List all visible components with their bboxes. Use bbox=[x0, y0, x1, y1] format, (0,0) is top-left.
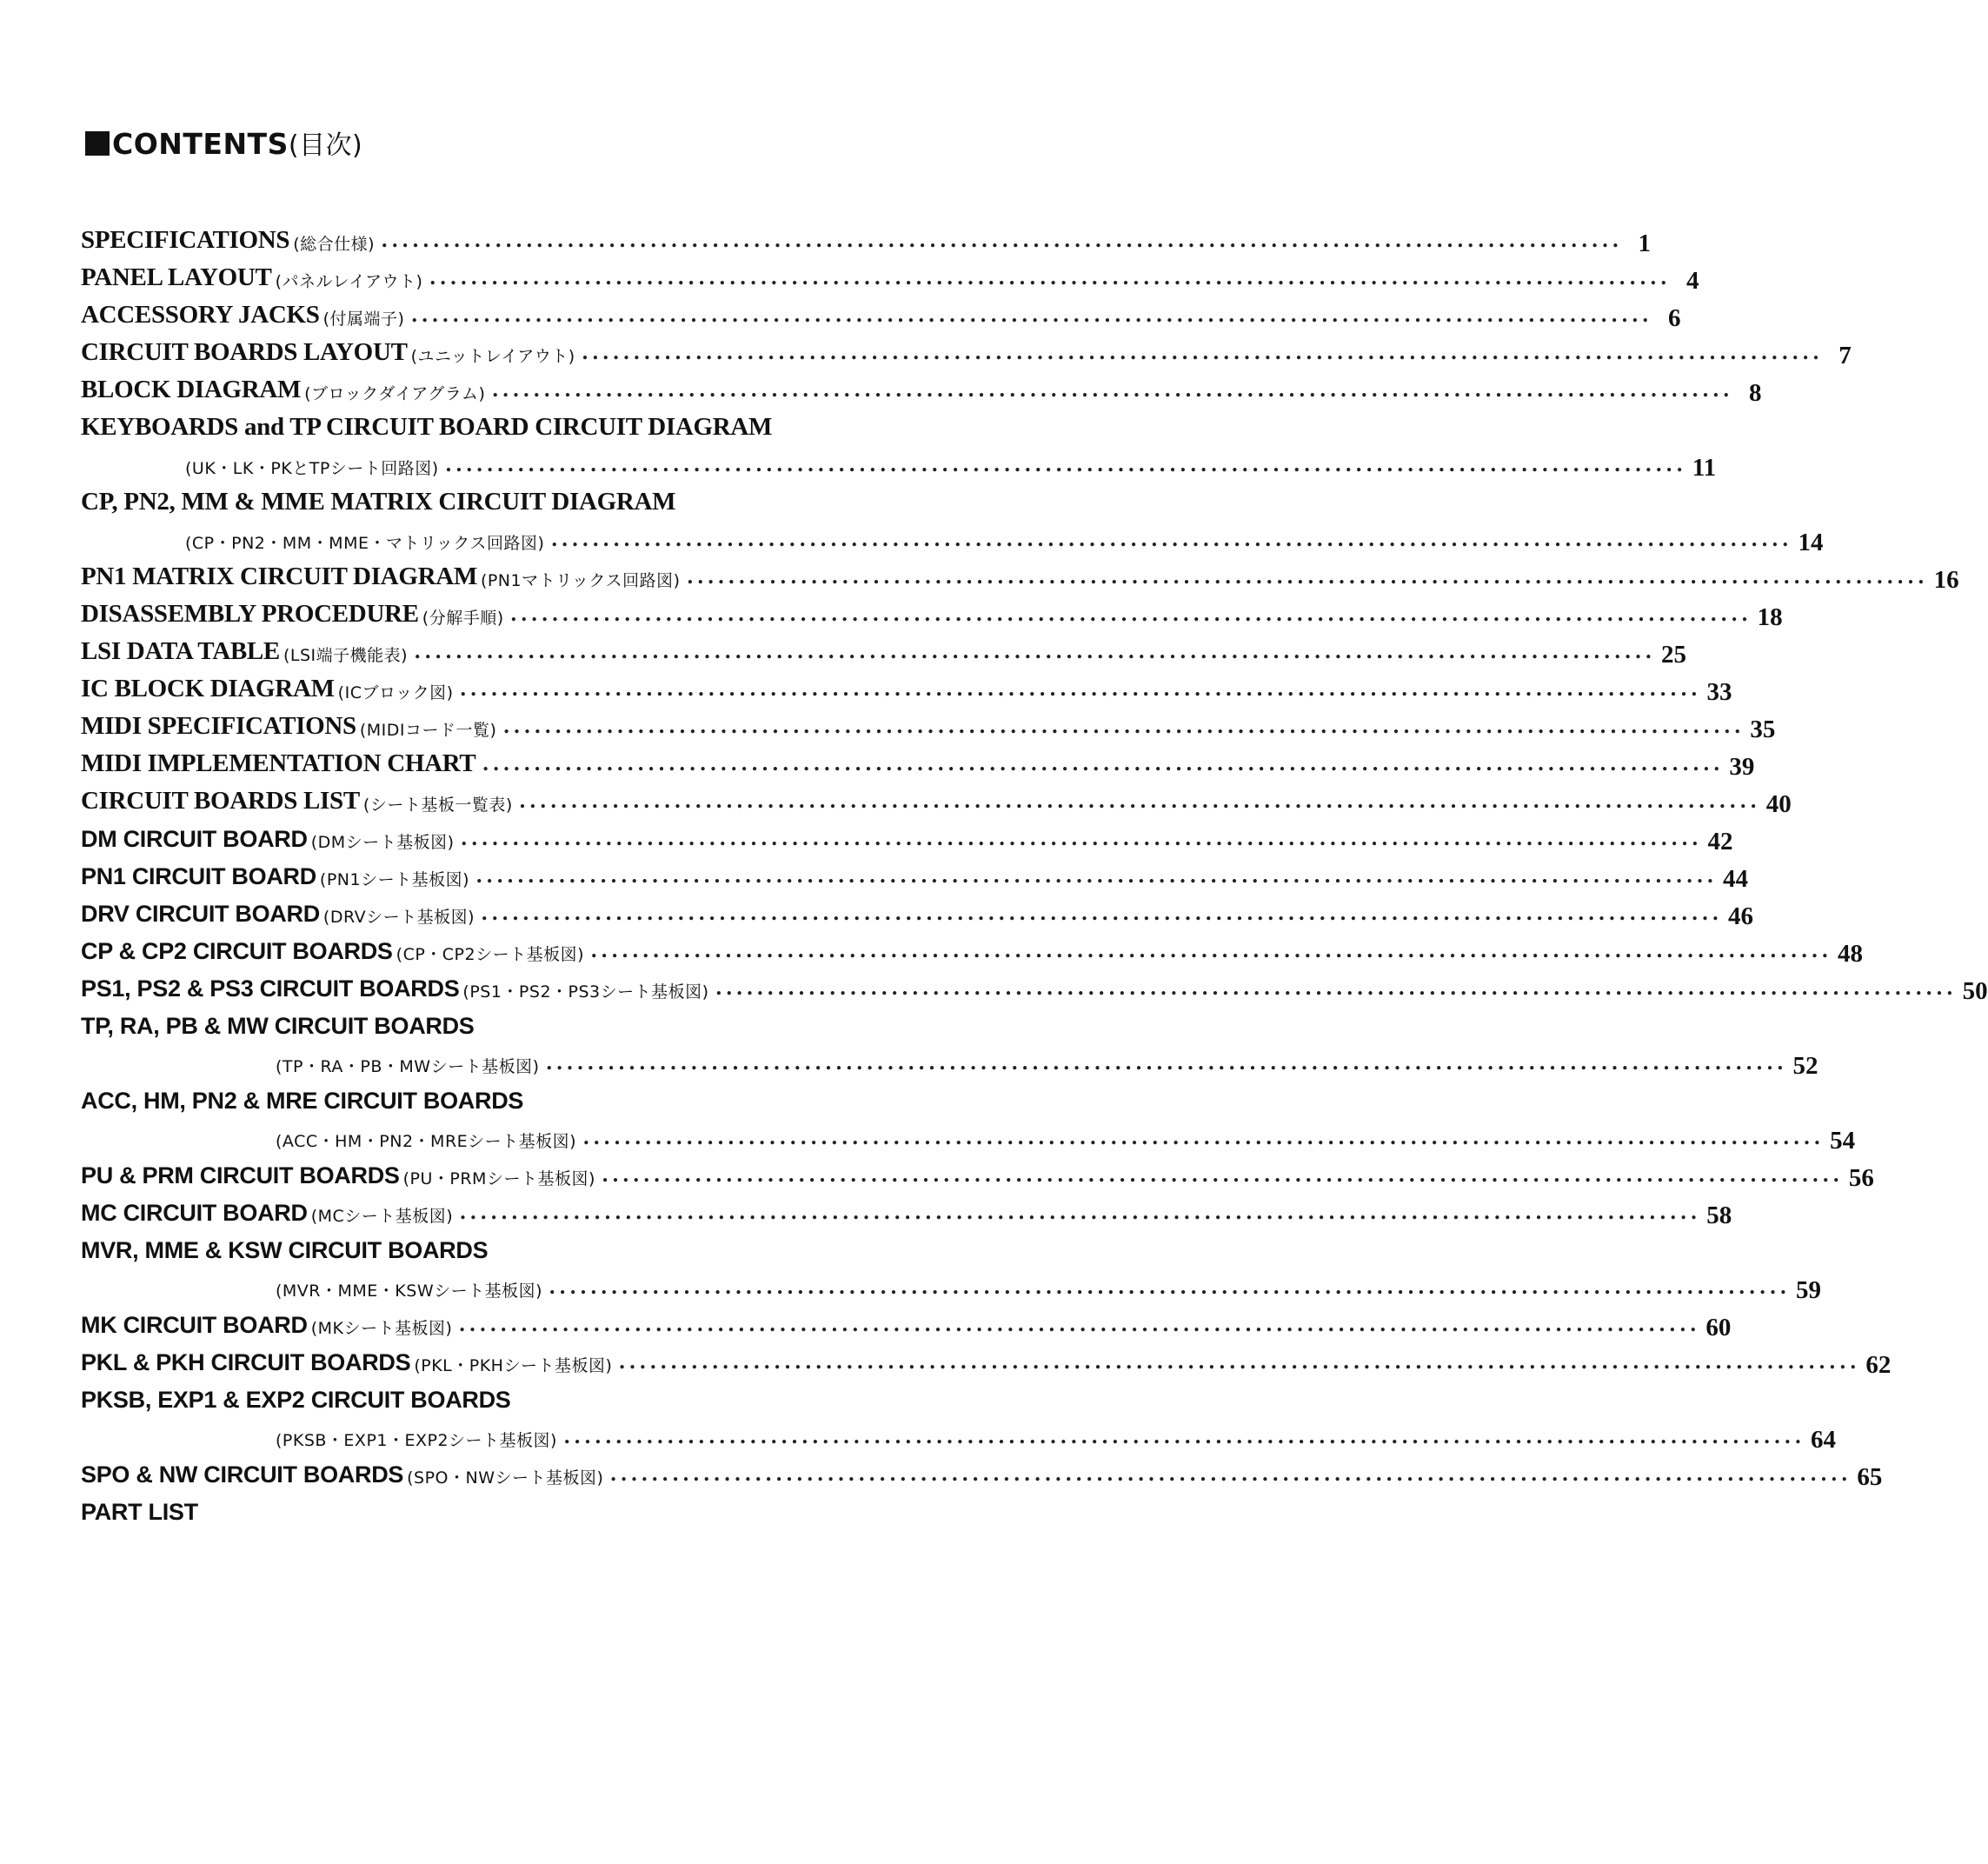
toc-entry-jp-subtitle: (LSI端子機能表) bbox=[283, 646, 409, 665]
dot-leader: ........................................................................................................................ bbox=[445, 451, 1687, 476]
toc-entry[interactable] bbox=[81, 292, 1681, 332]
toc-entry-jp-subtitle: (ACC・HM・PN2・MREシート基板図) bbox=[276, 1132, 577, 1151]
toc-entry[interactable] bbox=[81, 330, 1852, 369]
toc-entry-title: LSI DATA TABLE bbox=[81, 637, 280, 665]
toc-entry-jp-subtitle: (CP・PN2・MM・MME・マトリックス回路図) bbox=[185, 534, 545, 553]
toc-entry-title: SPECIFICATIONS bbox=[81, 226, 290, 254]
toc-entry[interactable] bbox=[81, 1376, 1016, 1414]
toc-entry-page-number: 4 bbox=[1685, 267, 1699, 295]
toc-entry-jp-subtitle: (総合仕様) bbox=[293, 235, 376, 254]
toc-entry-page-number: 56 bbox=[1848, 1164, 1874, 1192]
toc-entry-page-number: 25 bbox=[1661, 641, 1687, 669]
toc-entry[interactable] bbox=[81, 928, 1864, 968]
toc-entry-title: CP & CP2 CIRCUIT BOARDS bbox=[81, 938, 393, 964]
toc-entry-jp-subtitle: (PKL・PKHシート基板図) bbox=[414, 1356, 613, 1375]
toc-entry[interactable] bbox=[81, 666, 1732, 706]
dot-leader: ........................................................................................................................ bbox=[619, 1348, 1861, 1374]
dot-leader: ........................................................................................................................ bbox=[687, 563, 1929, 589]
dot-leader: ........................................................................................................................ bbox=[476, 862, 1719, 888]
dot-leader: ........................................................................................................................ bbox=[411, 302, 1653, 327]
toc-entry[interactable] bbox=[81, 1152, 1874, 1192]
toc-entry[interactable] bbox=[81, 1414, 1836, 1454]
toc-entry-jp-subtitle: (DMシート基板図) bbox=[310, 833, 455, 852]
toc-entry[interactable] bbox=[81, 1115, 1856, 1155]
toc-entry-title: CP, PN2, MM & MME MATRIX CIRCUIT DIAGRAM bbox=[81, 488, 676, 516]
toc-entry-title: IC BLOCK DIAGRAM bbox=[81, 675, 335, 702]
toc-entry-page-number: 44 bbox=[1723, 865, 1749, 893]
toc-entry-page-number: 48 bbox=[1838, 940, 1864, 968]
toc-entry[interactable] bbox=[81, 1002, 1016, 1040]
toc-entry-jp-subtitle: (SPO・NWシート基板図) bbox=[407, 1468, 604, 1488]
toc-entry-jp-subtitle: (UK・LK・PKとTPシート回路図) bbox=[185, 459, 439, 478]
toc-entry-page-number: 42 bbox=[1707, 828, 1733, 855]
toc-entry-jp-subtitle: (ユニットレイアウト) bbox=[410, 347, 575, 366]
dot-leader: ........................................................................................................................ bbox=[510, 601, 1752, 626]
toc-entry-jp-subtitle: (付属端子) bbox=[322, 310, 405, 329]
dot-leader: ........................................................................................................................ bbox=[519, 788, 1761, 813]
toc-entry-jp-subtitle: (ICブロック図) bbox=[337, 683, 454, 702]
page-title bbox=[85, 123, 362, 162]
toc-entry[interactable] bbox=[81, 1189, 1732, 1229]
toc-entry-jp-subtitle: (シート基板一覧表) bbox=[362, 796, 513, 815]
toc-entry[interactable] bbox=[81, 404, 1016, 442]
toc-entry-page-number: 18 bbox=[1757, 603, 1783, 631]
toc-entry-title: DRV CIRCUIT BOARD bbox=[81, 901, 320, 927]
toc-entry[interactable] bbox=[81, 1227, 1016, 1264]
toc-entry-title: TP, RA, PB & MW CIRCUIT BOARDS bbox=[81, 1013, 475, 1039]
toc-entry[interactable] bbox=[81, 1339, 1892, 1379]
dot-leader: ........................................................................................................................ bbox=[563, 1423, 1805, 1448]
toc-entry-page-number: 59 bbox=[1796, 1276, 1822, 1304]
toc-entry-jp-subtitle: (PKSB・EXP1・EXP2シート基板図) bbox=[276, 1431, 557, 1450]
toc-entry[interactable] bbox=[81, 890, 1754, 930]
toc-entry-jp-subtitle: (DRVシート基板図) bbox=[322, 908, 475, 927]
toc-entry[interactable] bbox=[81, 1301, 1732, 1341]
toc-entry-jp-subtitle: (MVR・MME・KSWシート基板図) bbox=[276, 1282, 543, 1301]
toc-entry-jp-subtitle: (パネルレイアウト) bbox=[275, 272, 423, 291]
toc-entry[interactable] bbox=[81, 741, 1755, 781]
dot-leader: ........................................................................................................................ bbox=[602, 1162, 1844, 1187]
toc-entry-title: PKSB, EXP1 & EXP2 CIRCUIT BOARDS bbox=[81, 1387, 511, 1413]
toc-entry-title: PKL & PKH CIRCUIT BOARDS bbox=[81, 1349, 411, 1375]
toc-entry-title: MC CIRCUIT BOARD bbox=[81, 1200, 308, 1226]
toc-entry-jp-subtitle: (MCシート基板図) bbox=[310, 1207, 454, 1226]
dot-leader: ........................................................................................................................ bbox=[482, 900, 1724, 925]
toc-entry-page-number: 7 bbox=[1838, 342, 1852, 369]
dot-leader: ........................................................................................................................ bbox=[715, 975, 1958, 1000]
toc-entry-title: MIDI SPECIFICATIONS bbox=[81, 712, 356, 740]
toc-entry-title: DISASSEMBLY PROCEDURE bbox=[81, 600, 419, 628]
toc-entry-title: DM CIRCUIT BOARD bbox=[81, 826, 308, 852]
toc-entry-page-number: 54 bbox=[1830, 1127, 1856, 1155]
toc-entry[interactable] bbox=[81, 629, 1687, 669]
page-title-text: CONTENTS bbox=[112, 127, 289, 161]
toc-entry-jp-subtitle: (ブロックダイアグラム) bbox=[304, 384, 486, 403]
dot-leader: ........................................................................................................................ bbox=[461, 825, 1703, 850]
toc-entry-page-number: 16 bbox=[1933, 566, 1959, 594]
toc-entry[interactable] bbox=[81, 1264, 1822, 1304]
toc-entry-page-number: 46 bbox=[1728, 902, 1754, 930]
toc-entry-page-number: 6 bbox=[1667, 304, 1681, 332]
toc-entry-jp-subtitle: (MKシート基板図) bbox=[310, 1319, 453, 1338]
toc-entry-jp-subtitle: (PU・PRMシート基板図) bbox=[402, 1169, 595, 1188]
dot-leader: ........................................................................................................................ bbox=[610, 1461, 1852, 1486]
toc-entry-title: PN1 CIRCUIT BOARD bbox=[81, 863, 316, 889]
toc-entry-jp-subtitle: (分解手順) bbox=[422, 609, 504, 628]
square-bullet-icon bbox=[85, 131, 110, 156]
toc-entry-jp-subtitle: (PS1・PS2・PS3シート基板図) bbox=[462, 982, 709, 1002]
dot-leader: ........................................................................................................................ bbox=[551, 526, 1793, 551]
toc-entry[interactable] bbox=[81, 442, 1717, 482]
toc-entry-page-number: 60 bbox=[1705, 1314, 1732, 1341]
toc-entry-page-number: 64 bbox=[1810, 1426, 1836, 1454]
toc-entry-title: ACCESSORY JACKS bbox=[81, 301, 320, 329]
toc-entry[interactable] bbox=[81, 367, 1762, 407]
dot-leader: ........................................................................................................................ bbox=[591, 937, 1833, 962]
dot-leader: ........................................................................................................................ bbox=[460, 676, 1702, 701]
toc-entry-jp-subtitle: (PN1マトリックス回路図) bbox=[480, 571, 681, 590]
toc-entry[interactable] bbox=[81, 217, 1652, 257]
toc-entry[interactable] bbox=[81, 703, 1776, 743]
toc-entry-page-number: 14 bbox=[1798, 529, 1824, 556]
toc-entry[interactable] bbox=[81, 479, 1016, 516]
page-title-jp: (目次) bbox=[288, 130, 363, 161]
toc-entry-page-number: 35 bbox=[1750, 716, 1776, 743]
dot-leader: ........................................................................................................................ bbox=[459, 1311, 1701, 1336]
toc-entry-title: PS1, PS2 & PS3 CIRCUIT BOARDS bbox=[81, 975, 460, 1002]
toc-entry-page-number: 33 bbox=[1706, 678, 1732, 706]
toc-entry[interactable] bbox=[81, 591, 1783, 631]
toc-entry-page-number: 1 bbox=[1638, 230, 1652, 257]
toc-entry[interactable] bbox=[81, 853, 1749, 893]
toc-entry-jp-subtitle: (PN1シート基板図) bbox=[319, 870, 470, 889]
toc-entry-title: BLOCK DIAGRAM bbox=[81, 376, 302, 403]
toc-entry[interactable] bbox=[81, 965, 1988, 1005]
toc-entry[interactable] bbox=[81, 516, 1824, 556]
toc-entry-page-number: 39 bbox=[1729, 753, 1755, 781]
table-of-contents bbox=[81, 217, 1988, 1526]
toc-entry-title: SPO & NW CIRCUIT BOARDS bbox=[81, 1461, 404, 1488]
dot-leader: ........................................................................................................................ bbox=[582, 339, 1824, 364]
dot-leader: ........................................................................................................................ bbox=[583, 1124, 1825, 1149]
toc-entry[interactable] bbox=[81, 1077, 1016, 1115]
toc-entry-page-number: 8 bbox=[1748, 379, 1762, 407]
toc-entry-title: KEYBOARDS and TP CIRCUIT BOARD CIRCUIT DIAGRAM bbox=[81, 413, 773, 441]
toc-entry-title: PU & PRM CIRCUIT BOARDS bbox=[81, 1162, 400, 1188]
toc-entry-title: PART LIST bbox=[81, 1499, 198, 1525]
toc-entry-jp-subtitle: (CP・CP2シート基板図) bbox=[396, 945, 585, 964]
toc-entry-page-number: 50 bbox=[1962, 977, 1988, 1005]
toc-entry-page-number: 62 bbox=[1865, 1351, 1892, 1379]
toc-entry-title: ACC, HM, PN2 & MRE CIRCUIT BOARDS bbox=[81, 1088, 524, 1114]
dot-leader: ........................................................................................................................ bbox=[415, 638, 1657, 663]
toc-entry[interactable] bbox=[81, 1040, 1818, 1080]
toc-entry-title: PN1 MATRIX CIRCUIT DIAGRAM bbox=[81, 563, 477, 590]
toc-entry-jp-subtitle: (TP・RA・PB・MWシート基板図) bbox=[276, 1057, 540, 1076]
dot-leader: ........................................................................................................................ bbox=[460, 1199, 1702, 1224]
toc-entry[interactable] bbox=[81, 1488, 1016, 1526]
toc-entry[interactable] bbox=[81, 816, 1733, 855]
toc-entry-title: MVR, MME & KSW CIRCUIT BOARDS bbox=[81, 1237, 489, 1263]
toc-entry-page-number: 11 bbox=[1692, 454, 1717, 482]
dot-leader: ........................................................................................................................ bbox=[546, 1049, 1788, 1075]
toc-entry-title: CIRCUIT BOARDS LAYOUT bbox=[81, 338, 408, 366]
toc-entry-jp-subtitle: (MIDIコード一覧) bbox=[359, 721, 497, 740]
toc-entry[interactable] bbox=[81, 554, 1959, 594]
toc-entry-page-number: 65 bbox=[1857, 1463, 1883, 1491]
toc-entry-page-number: 58 bbox=[1706, 1202, 1732, 1229]
toc-entry[interactable] bbox=[81, 778, 1792, 818]
dot-leader: ........................................................................................................................ bbox=[549, 1274, 1792, 1299]
toc-entry[interactable] bbox=[81, 255, 1699, 295]
toc-entry-title: PANEL LAYOUT bbox=[81, 263, 272, 291]
toc-entry[interactable] bbox=[81, 1451, 1883, 1491]
dot-leader: ........................................................................................................................ bbox=[492, 376, 1734, 402]
toc-entry-page-number: 52 bbox=[1792, 1052, 1818, 1080]
toc-entry-title: MIDI IMPLEMENTATION CHART bbox=[81, 749, 476, 777]
toc-entry-page-number: 40 bbox=[1765, 790, 1792, 818]
dot-leader: ........................................................................................................................ bbox=[382, 227, 1624, 252]
dot-leader: ........................................................................................................................ bbox=[429, 264, 1672, 290]
toc-entry-title: CIRCUIT BOARDS LIST bbox=[81, 787, 360, 815]
toc-entry-title: MK CIRCUIT BOARD bbox=[81, 1312, 308, 1338]
dot-leader: ........................................................................................................................ bbox=[503, 713, 1745, 738]
dot-leader: ........................................................................................................................ bbox=[482, 750, 1725, 776]
